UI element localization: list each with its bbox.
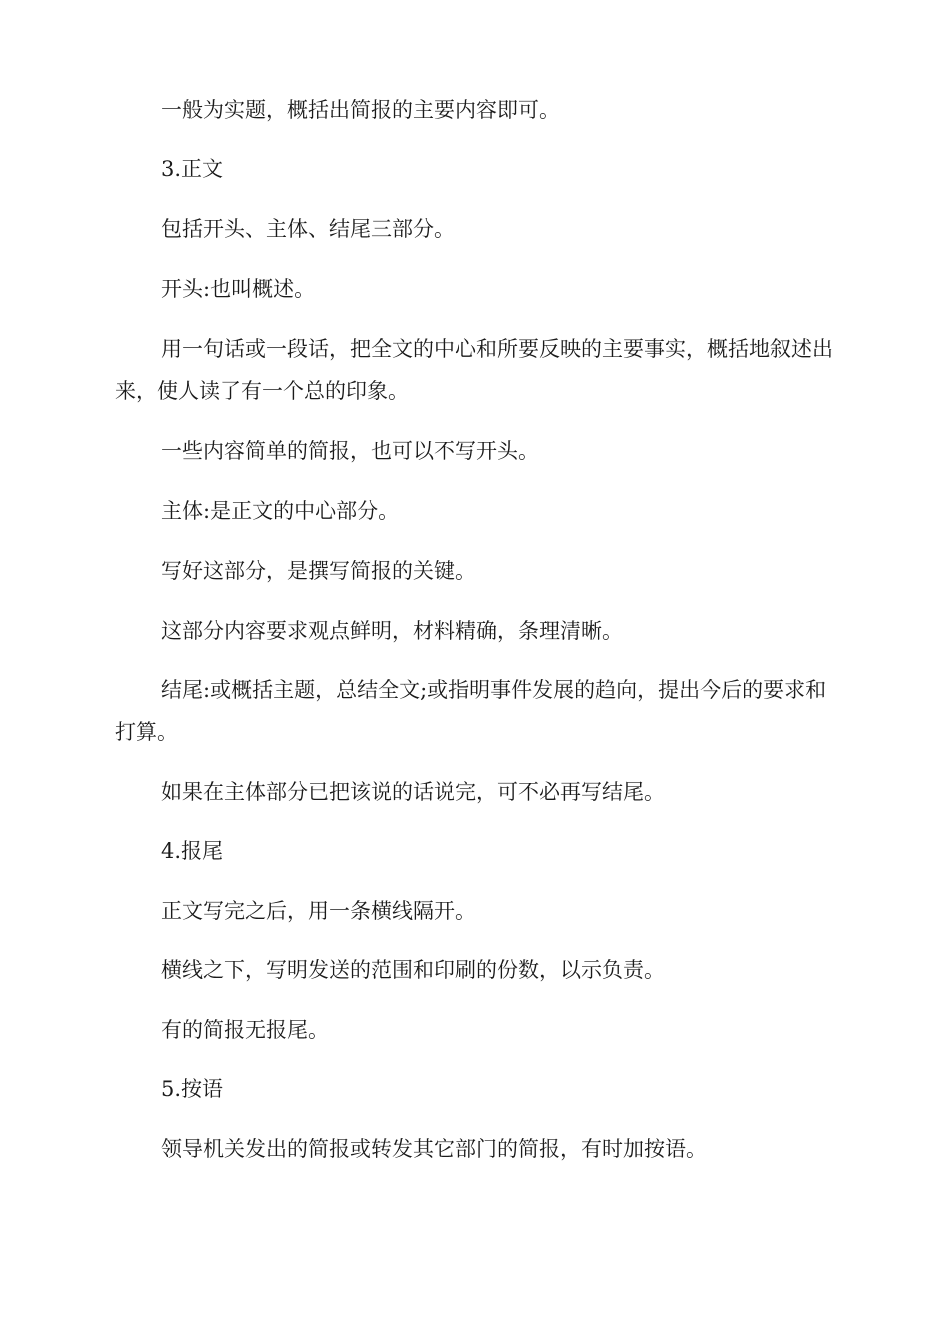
paragraph-3: 开头:也叫概述。 — [161, 277, 316, 301]
paragraph-7: 写好这部分，是撰写简报的关键。 — [161, 559, 476, 583]
paragraph-8: 这部分内容要求观点鲜明，材料精确，条理清晰。 — [161, 619, 623, 643]
paragraph-10: 如果在主体部分已把该说的话说完，可不必再写结尾。 — [161, 780, 665, 804]
section-heading-4: 4.报尾 — [161, 839, 224, 863]
paragraph-13: 有的简报无报尾。 — [161, 1018, 329, 1042]
paragraph-6: 主体:是正文的中心部分。 — [161, 499, 400, 523]
paragraph-5: 一些内容简单的简报，也可以不写开头。 — [161, 439, 539, 463]
paragraph-9: 结尾:或概括主题，总结全文;或指明事件发展的趋向，提出今后的要求和打算。 — [115, 678, 827, 744]
section-heading-5: 5.按语 — [161, 1077, 224, 1101]
paragraph-1: 一般为实题，概括出简报的主要内容即可。 — [161, 98, 560, 122]
paragraph-4: 用一句话或一段话，把全文的中心和所要反映的主要事实，概括地叙述出来，使人读了有一个总的印象。 — [115, 337, 833, 403]
section-heading-3: 3.正文 — [161, 157, 224, 181]
paragraph-11: 正文写完之后，用一条横线隔开。 — [161, 899, 476, 923]
paragraph-12: 横线之下，写明发送的范围和印刷的份数，以示负责。 — [161, 958, 665, 982]
paragraph-14: 领导机关发出的简报或转发其它部门的简报，有时加按语。 — [161, 1137, 707, 1161]
paragraph-2: 包括开头、主体、结尾三部分。 — [161, 217, 455, 241]
